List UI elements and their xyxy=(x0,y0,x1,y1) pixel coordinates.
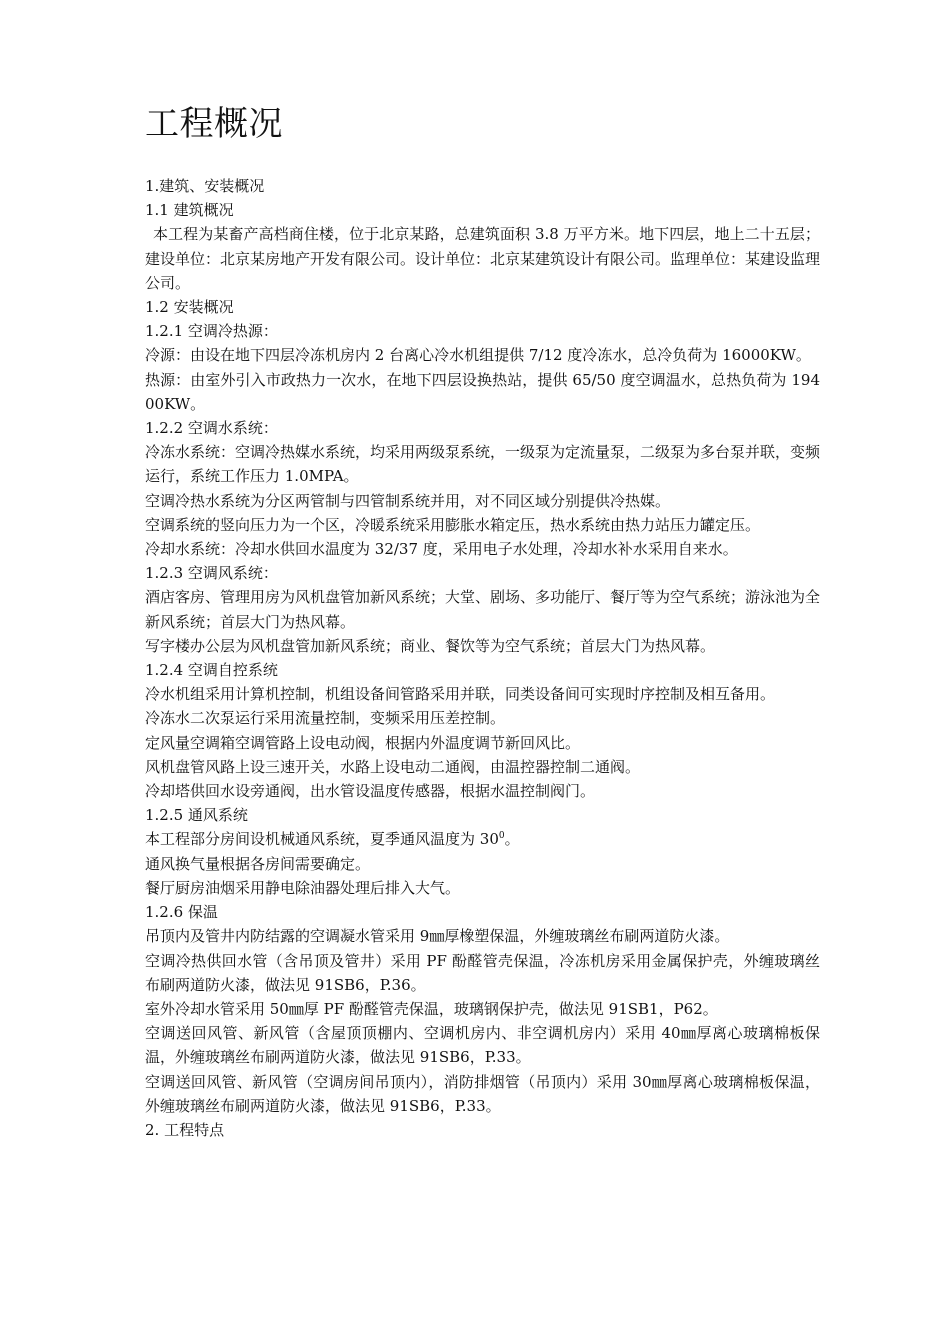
paragraph: 本工程为某畜产高档商住楼，位于北京某路，总建筑面积 3.8 万平方米。地下四层，地上二十五层；建设单位：北京某房地产开发有限公司。设计单位：北京某建筑设计有限公司。监理单位：某建设监理公司。 xyxy=(145,225,821,292)
subsection-heading: 1.2.5 通风系统 xyxy=(145,806,248,825)
document-page xyxy=(145,100,820,1142)
subsection-heading: 1.2.6 保温 xyxy=(145,903,218,922)
paragraph: 空调冷热供回水管（含吊顶及管井）采用 PF 酚醛管壳保温，冷冻机房采用金属保护壳，外缠玻璃丝布刷两道防火漆，做法见 91SB6，P.36。 xyxy=(145,951,820,994)
paragraph: 室外冷却水管采用 50㎜厚 PF 酚醛管壳保温，玻璃钢保护壳，做法见 91SB1，P62。 xyxy=(145,999,718,1018)
paragraph: 吊顶内及管井内防结露的空调凝水管采用 9㎜厚橡塑保温，外缠玻璃丝布刷两道防火漆。 xyxy=(145,927,730,946)
paragraph: 通风换气量根据各房间需要确定。 xyxy=(145,854,371,873)
paragraph: 风机盘管风路上设三速开关，水路上设电动二通阀，由温控器控制二通阀。 xyxy=(145,757,641,776)
paragraph: 冷冻水二次泵运行采用流量控制，变频采用压差控制。 xyxy=(145,709,506,728)
paragraph: 冷却塔供回水设旁通阀，出水管设温度传感器，根据水温控制阀门。 xyxy=(145,782,596,801)
paragraph-text: 本工程部分房间设机械通风系统，夏季通风温度为 30 xyxy=(145,830,499,849)
degree-superscript: 0 xyxy=(498,831,505,842)
subsection-heading: 1.2.2 空调水系统： xyxy=(145,419,278,438)
document-title: 工程概况 xyxy=(145,104,283,144)
paragraph: 热源：由室外引入市政热力一次水，在地下四层设换热站，提供 65/50 度空调温水，总热负荷为 19400KW。 xyxy=(145,370,820,413)
paragraph: 写字楼办公层为风机盘管加新风系统；商业、餐饮等为空气系统；首层大门为热风幕。 xyxy=(145,636,716,655)
section-heading: 1.建筑、安装概况 xyxy=(145,177,265,195)
paragraph xyxy=(145,827,820,851)
paragraph: 冷源：由设在地下四层冷冻机房内 2 台离心冷水机组提供 7/12 度冷冻水，总冷负荷为 16000KW。 xyxy=(145,346,811,365)
subsection-heading: 1.2.1 空调冷热源： xyxy=(145,322,278,341)
subsection-heading: 1.2.4 空调自控系统 xyxy=(145,661,278,680)
paragraph: 酒店客房、管理用房为风机盘管加新风系统；大堂、剧场、多功能厅、餐厅等为空气系统；游泳池为全新风系统；首层大门为热风幕。 xyxy=(145,588,821,631)
paragraph: 定风量空调箱空调管路上设电动阀，根据内外温度调节新回风比。 xyxy=(145,733,581,752)
paragraph: 餐厅厨房油烟采用静电除油器处理后排入大气。 xyxy=(145,878,461,897)
paragraph: 空调送回风管、新风管（含屋顶顶棚内、空调机房内、非空调机房内）采用 40㎜厚离心玻璃棉板保温，外缠玻璃丝布刷两道防火漆，做法见 91SB6，P.33。 xyxy=(145,1024,820,1067)
paragraph: 空调系统的竖向压力为一个区，冷暖系统采用膨胀水箱定压，热水系统由热力站压力罐定压。 xyxy=(145,515,761,534)
subsection-heading: 1.2.3 空调风系统： xyxy=(145,564,278,583)
paragraph: 空调送回风管、新风管（空调房间吊顶内），消防排烟管（吊顶内）采用 30㎜厚离心玻璃棉板保温，外缠玻璃丝布刷两道防火漆，做法见 91SB6，P.33。 xyxy=(145,1072,820,1115)
paragraph: 冷冻水系统：空调冷热媒水系统，均采用两级泵系统，一级泵为定流量泵，二级泵为多台泵并联，变频运行，系统工作压力 1.0MPA。 xyxy=(145,443,821,486)
subsection-heading: 1.2 安装概况 xyxy=(145,298,234,317)
subsection-heading: 1.1 建筑概况 xyxy=(145,201,234,220)
paragraph: 空调冷热水系统为分区两管制与四管制系统并用，对不同区域分别提供冷热媒。 xyxy=(145,491,671,510)
section-heading: 2. 工程特点 xyxy=(145,1120,225,1139)
paragraph: 冷却水系统：冷却水供回水温度为 32/37 度，采用电子水处理，冷却水补水采用自来水。 xyxy=(145,540,738,559)
paragraph: 冷水机组采用计算机控制，机组设备间管路采用并联，同类设备间可实现时序控制及相互备用。 xyxy=(145,685,776,704)
paragraph-suffix: 。 xyxy=(504,830,520,849)
